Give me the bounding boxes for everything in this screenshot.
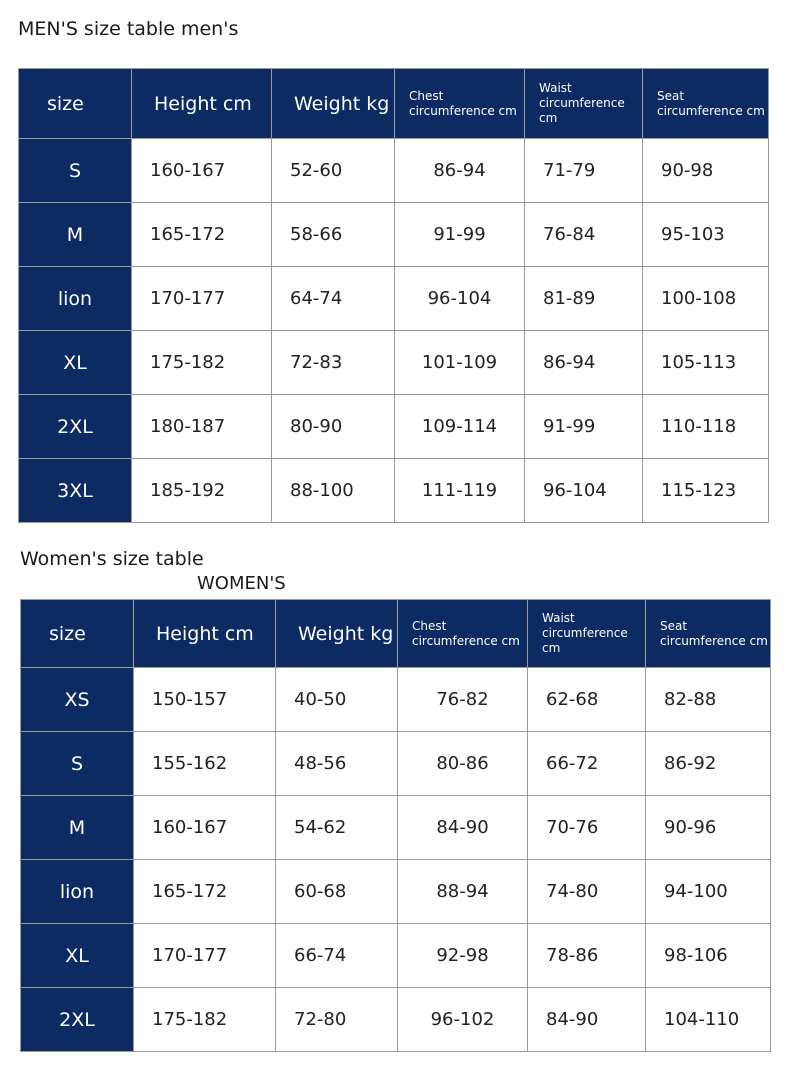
table-row xyxy=(21,668,771,732)
table-row xyxy=(21,924,771,988)
waist-cell: 91-99 xyxy=(525,395,643,459)
seat-cell: 100-108 xyxy=(643,267,769,331)
women-header-seat: Seat circumference cm xyxy=(646,600,771,668)
table-row xyxy=(19,203,769,267)
chest-cell: 109-114 xyxy=(395,395,525,459)
weight-cell: 64-74 xyxy=(272,267,395,331)
size-cell: lion xyxy=(21,860,134,924)
seat-cell: 95-103 xyxy=(643,203,769,267)
men-header-height: Height cm xyxy=(132,69,272,139)
women-header-weight: Weight kg xyxy=(276,600,398,668)
seat-cell: 86-92 xyxy=(646,732,771,796)
men-header-waist: Waist circumference cm xyxy=(525,69,643,139)
size-cell: XS xyxy=(21,668,134,732)
size-cell: M xyxy=(19,203,132,267)
height-cell: 170-177 xyxy=(134,924,276,988)
men-header-size: size xyxy=(19,69,132,139)
weight-cell: 88-100 xyxy=(272,459,395,523)
waist-cell: 70-76 xyxy=(528,796,646,860)
size-cell: XL xyxy=(19,331,132,395)
chest-cell: 111-119 xyxy=(395,459,525,523)
weight-cell: 80-90 xyxy=(272,395,395,459)
women-header-height: Height cm xyxy=(134,600,276,668)
height-cell: 165-172 xyxy=(132,203,272,267)
chest-cell: 80-86 xyxy=(398,732,528,796)
waist-cell: 66-72 xyxy=(528,732,646,796)
size-cell: lion xyxy=(19,267,132,331)
seat-cell: 82-88 xyxy=(646,668,771,732)
size-cell: M xyxy=(21,796,134,860)
seat-cell: 94-100 xyxy=(646,860,771,924)
seat-cell: 115-123 xyxy=(643,459,769,523)
men-header-seat: Seat circumference cm xyxy=(643,69,769,139)
height-cell: 175-182 xyxy=(134,988,276,1052)
seat-cell: 90-96 xyxy=(646,796,771,860)
women-header-row xyxy=(21,600,771,668)
chest-cell: 86-94 xyxy=(395,139,525,203)
men-header-row xyxy=(19,69,769,139)
table-row xyxy=(19,139,769,203)
weight-cell: 52-60 xyxy=(272,139,395,203)
waist-cell: 78-86 xyxy=(528,924,646,988)
size-cell: 2XL xyxy=(19,395,132,459)
size-cell: S xyxy=(19,139,132,203)
chest-cell: 84-90 xyxy=(398,796,528,860)
chest-cell: 96-104 xyxy=(395,267,525,331)
women-size-table xyxy=(20,599,771,1052)
chest-cell: 76-82 xyxy=(398,668,528,732)
chest-cell: 88-94 xyxy=(398,860,528,924)
seat-cell: 105-113 xyxy=(643,331,769,395)
women-table-title: Women's size table xyxy=(20,548,204,570)
size-cell: XL xyxy=(21,924,134,988)
women-header-waist: Waist circumference cm xyxy=(528,600,646,668)
weight-cell: 48-56 xyxy=(276,732,398,796)
women-table-subtitle: WOMEN'S xyxy=(197,573,286,594)
waist-cell: 76-84 xyxy=(525,203,643,267)
men-header-chest: Chest circumference cm xyxy=(395,69,525,139)
table-row xyxy=(21,988,771,1052)
height-cell: 170-177 xyxy=(132,267,272,331)
table-row xyxy=(19,459,769,523)
men-table-title: MEN'S size table men's xyxy=(18,18,239,40)
height-cell: 150-157 xyxy=(134,668,276,732)
weight-cell: 60-68 xyxy=(276,860,398,924)
height-cell: 160-167 xyxy=(134,796,276,860)
women-header-chest: Chest circumference cm xyxy=(398,600,528,668)
size-cell: 2XL xyxy=(21,988,134,1052)
height-cell: 185-192 xyxy=(132,459,272,523)
men-header-weight: Weight kg xyxy=(272,69,395,139)
weight-cell: 72-83 xyxy=(272,331,395,395)
waist-cell: 81-89 xyxy=(525,267,643,331)
weight-cell: 54-62 xyxy=(276,796,398,860)
chest-cell: 101-109 xyxy=(395,331,525,395)
waist-cell: 74-80 xyxy=(528,860,646,924)
chest-cell: 96-102 xyxy=(398,988,528,1052)
height-cell: 155-162 xyxy=(134,732,276,796)
table-row xyxy=(21,732,771,796)
table-row xyxy=(19,331,769,395)
table-row xyxy=(19,267,769,331)
height-cell: 165-172 xyxy=(134,860,276,924)
chest-cell: 91-99 xyxy=(395,203,525,267)
weight-cell: 58-66 xyxy=(272,203,395,267)
table-row xyxy=(21,860,771,924)
seat-cell: 98-106 xyxy=(646,924,771,988)
waist-cell: 96-104 xyxy=(525,459,643,523)
size-cell: S xyxy=(21,732,134,796)
waist-cell: 71-79 xyxy=(525,139,643,203)
weight-cell: 40-50 xyxy=(276,668,398,732)
women-header-size: size xyxy=(21,600,134,668)
waist-cell: 84-90 xyxy=(528,988,646,1052)
waist-cell: 62-68 xyxy=(528,668,646,732)
table-row xyxy=(21,796,771,860)
size-cell: 3XL xyxy=(19,459,132,523)
height-cell: 160-167 xyxy=(132,139,272,203)
men-size-table xyxy=(18,68,769,523)
seat-cell: 110-118 xyxy=(643,395,769,459)
weight-cell: 72-80 xyxy=(276,988,398,1052)
table-row xyxy=(19,395,769,459)
seat-cell: 90-98 xyxy=(643,139,769,203)
chest-cell: 92-98 xyxy=(398,924,528,988)
seat-cell: 104-110 xyxy=(646,988,771,1052)
weight-cell: 66-74 xyxy=(276,924,398,988)
height-cell: 175-182 xyxy=(132,331,272,395)
height-cell: 180-187 xyxy=(132,395,272,459)
waist-cell: 86-94 xyxy=(525,331,643,395)
